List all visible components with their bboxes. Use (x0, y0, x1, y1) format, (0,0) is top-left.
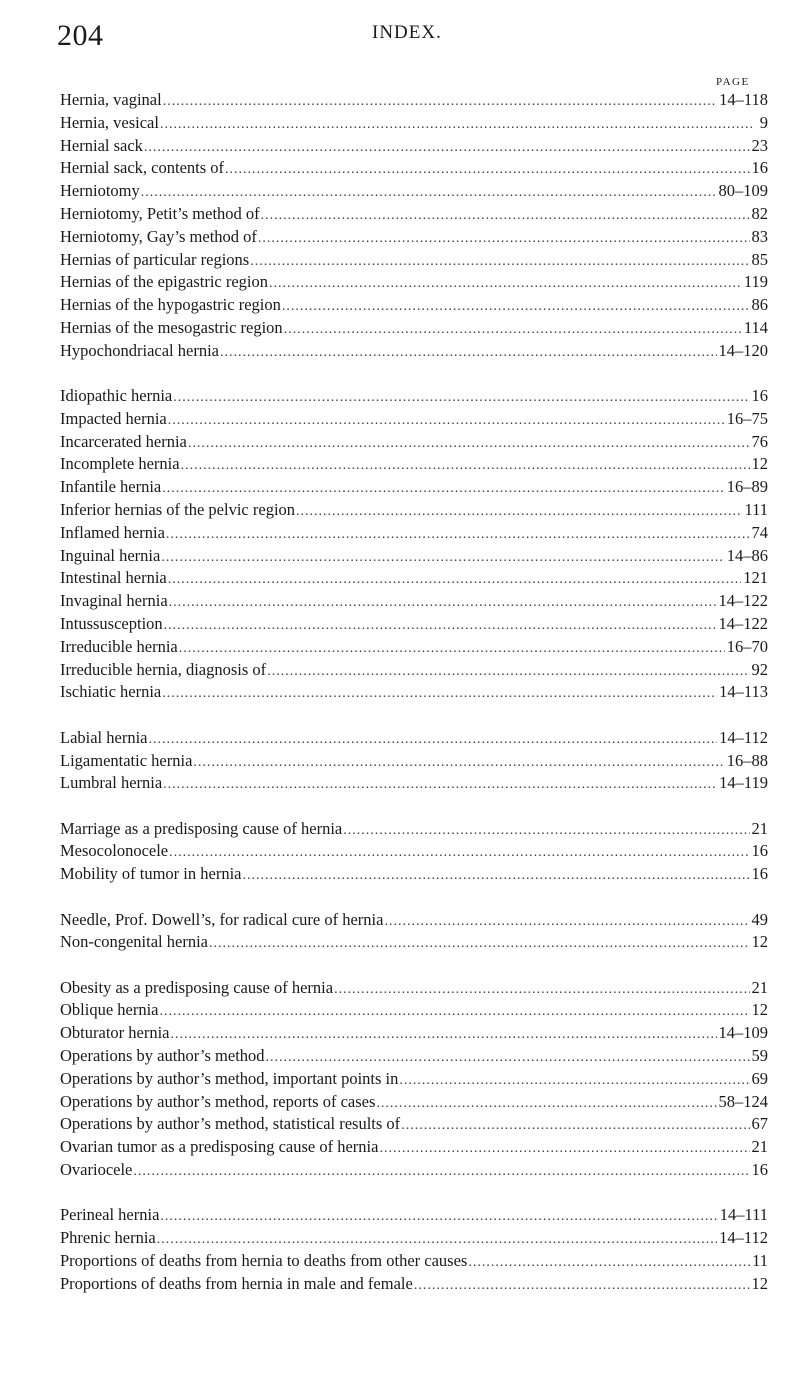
index-entry (60, 454, 768, 477)
index-term: Ovariocele (60, 1159, 133, 1179)
dot-leader (164, 618, 717, 634)
index-page-ref: 16 (751, 864, 768, 884)
dot-leader (149, 732, 718, 748)
dot-leader (250, 254, 749, 270)
index-group (60, 1205, 768, 1296)
index-term: Phrenic hernia (60, 1228, 156, 1248)
index-term: Inflamed hernia (60, 522, 165, 542)
index-term: Operations by author’s method, reports of cases (60, 1091, 376, 1111)
index-group (60, 819, 768, 887)
dot-leader (376, 1096, 716, 1112)
index-entry (60, 90, 768, 113)
index-page-ref: 14–112 (719, 1228, 768, 1248)
index-entry (60, 591, 768, 614)
index-term: Incomplete hernia (60, 454, 180, 474)
index-page-ref: 11 (752, 1250, 768, 1270)
dot-leader (168, 572, 741, 588)
index-page-ref: 16 (751, 158, 768, 178)
index-term: Hernias of the epigastric region (60, 272, 269, 292)
index-term: Hernias of the hypogastric region (60, 295, 281, 315)
dot-leader (163, 94, 717, 110)
index-page-ref: 14–122 (718, 591, 768, 611)
dot-leader (258, 231, 750, 247)
index-term: Hernias of the mesogastric region (60, 317, 283, 337)
index-entry (60, 546, 768, 569)
index-page-ref: 85 (751, 249, 768, 269)
index-page-ref: 16–89 (726, 477, 768, 497)
index-page-ref: 14–118 (719, 90, 768, 109)
index-page-ref: 76 (751, 431, 768, 451)
index-entry (60, 113, 768, 136)
index-entry (60, 523, 768, 546)
dot-leader (261, 208, 750, 224)
index-term: Irreducible hernia (60, 636, 178, 656)
index-page-ref: 14–122 (718, 614, 768, 634)
dot-leader (266, 1050, 750, 1066)
index-entry (60, 978, 768, 1001)
index-group (60, 728, 768, 796)
index-entry (60, 204, 768, 227)
index-page-ref: 16 (751, 841, 768, 861)
index-page-ref: 14–120 (718, 340, 768, 360)
index-entry (60, 272, 768, 295)
dot-leader (144, 140, 750, 156)
dot-leader (163, 777, 717, 793)
index-page-ref: 14–113 (719, 682, 768, 702)
dot-leader (169, 595, 717, 611)
index-page-ref: 74 (751, 522, 768, 542)
index-term: Herniotomy, Petit’s method of (60, 203, 260, 223)
dot-leader (171, 1027, 717, 1043)
running-head: INDEX. (372, 22, 442, 43)
index-page-ref: 21 (751, 818, 768, 838)
dot-leader (296, 504, 742, 520)
index-term: Hernial sack, contents of (60, 158, 225, 178)
index-page-ref: 16 (751, 386, 768, 406)
dot-leader (166, 527, 750, 543)
index-page-ref: 16–88 (726, 750, 768, 770)
dot-leader (225, 162, 749, 178)
index-page-ref: 21 (751, 1137, 768, 1157)
index-entry (60, 409, 768, 432)
dot-leader (173, 390, 749, 406)
index-page-ref: 14–111 (719, 1205, 768, 1225)
dot-leader (220, 345, 717, 361)
index-term: Infantile hernia (60, 477, 162, 497)
index-term: Irreducible hernia, diagnosis of (60, 659, 267, 679)
index-term: Inguinal hernia (60, 545, 161, 565)
index-term: Needle, Prof. Dowell’s, for radical cure of hernia (60, 909, 384, 929)
index-term: Idiopathic hernia (60, 386, 173, 406)
index-page-ref: 82 (751, 203, 768, 223)
index-term: Marriage as a predisposing cause of hernia (60, 818, 343, 838)
index-term: Labial hernia (60, 727, 148, 747)
index-page-ref: 58–124 (718, 1091, 768, 1111)
dot-leader (242, 868, 749, 884)
index-entry (60, 1046, 768, 1069)
index-term: Lumbral hernia (60, 773, 163, 793)
dot-leader (414, 1278, 750, 1294)
index-entry (60, 181, 768, 204)
index-entry (60, 1228, 768, 1251)
index-term: Obturator hernia (60, 1023, 170, 1043)
index-page-ref: 12 (751, 932, 768, 952)
index-page-ref: 12 (751, 1000, 768, 1020)
index-list (60, 90, 768, 1319)
dot-leader (160, 117, 752, 133)
index-entry (60, 1000, 768, 1023)
index-entry (60, 932, 768, 955)
dot-leader (160, 1209, 717, 1225)
index-term: Invaginal hernia (60, 591, 168, 611)
dot-leader (384, 914, 749, 930)
dot-leader (160, 1004, 750, 1020)
index-entry (60, 1274, 768, 1297)
index-entry (60, 751, 768, 774)
index-term: Hypochondriacal hernia (60, 340, 219, 360)
index-term: Mobility of tumor in hernia (60, 864, 242, 884)
index-entry (60, 819, 768, 842)
index-page-ref: 119 (743, 272, 768, 292)
index-term: Intestinal hernia (60, 568, 167, 588)
index-page-ref: 111 (744, 500, 768, 520)
dot-leader (161, 550, 724, 566)
index-term: Non-congenital hernia (60, 932, 208, 952)
dot-leader (209, 936, 750, 952)
index-page-ref: 16 (751, 1159, 768, 1179)
index-entry (60, 910, 768, 933)
dot-leader (334, 982, 749, 998)
index-term: Impacted hernia (60, 408, 167, 428)
index-group (60, 90, 768, 364)
index-page-ref: 59 (751, 1045, 768, 1065)
index-entry (60, 1114, 768, 1137)
index-term: Intussusception (60, 614, 163, 634)
index-term: Hernial sack (60, 135, 143, 155)
index-term: Ovarian tumor as a predisposing cause of hernia (60, 1137, 379, 1157)
index-group (60, 978, 768, 1183)
index-entry (60, 318, 768, 341)
index-entry (60, 568, 768, 591)
dot-leader (162, 686, 717, 702)
dot-leader (141, 185, 717, 201)
index-page-ref: 14–112 (719, 727, 768, 747)
index-entry (60, 136, 768, 159)
index-entry (60, 773, 768, 796)
index-entry (60, 500, 768, 523)
index-entry (60, 614, 768, 637)
index-term: Proportions of deaths from hernia in male and female (60, 1273, 413, 1293)
index-entry (60, 432, 768, 455)
index-page-ref: 14–109 (718, 1023, 768, 1043)
index-entry (60, 158, 768, 181)
dot-leader (168, 413, 725, 429)
index-group (60, 910, 768, 956)
index-page-ref: 23 (751, 135, 768, 155)
index-entry (60, 1160, 768, 1183)
index-entry (60, 864, 768, 887)
index-entry (60, 637, 768, 660)
index-page-ref: 49 (751, 909, 768, 929)
index-term: Oblique hernia (60, 1000, 159, 1020)
index-entry (60, 1069, 768, 1092)
index-entry (60, 1205, 768, 1228)
index-term: Herniotomy (60, 181, 140, 201)
index-page-ref: 83 (751, 226, 768, 246)
index-page-ref: 69 (751, 1068, 768, 1088)
index-page-ref: 12 (751, 1273, 768, 1293)
index-entry (60, 250, 768, 273)
dot-leader (284, 322, 742, 338)
dot-leader (269, 276, 742, 292)
index-term: Hernia, vaginal (60, 90, 162, 109)
index-page-ref: 12 (751, 454, 768, 474)
dot-leader (282, 299, 750, 315)
index-page-ref: 16–70 (726, 636, 768, 656)
index-page-ref: 92 (751, 659, 768, 679)
index-entry (60, 1092, 768, 1115)
index-group (60, 386, 768, 705)
index-term: Mesocolonocele (60, 841, 169, 861)
dot-leader (193, 755, 724, 771)
index-entry (60, 1023, 768, 1046)
index-page-ref: 86 (751, 295, 768, 315)
dot-leader (169, 845, 749, 861)
dot-leader (401, 1118, 749, 1134)
index-entry (60, 682, 768, 705)
index-page-ref: 114 (743, 317, 768, 337)
index-page-ref: 21 (751, 977, 768, 997)
index-page-ref: 80–109 (718, 181, 768, 201)
index-term: Inferior hernias of the pelvic region (60, 500, 296, 520)
index-term: Operations by author’s method (60, 1045, 265, 1065)
dot-leader (162, 481, 725, 497)
dot-leader (468, 1255, 750, 1271)
index-term: Ligamentatic hernia (60, 750, 193, 770)
dot-leader (188, 436, 750, 452)
index-term: Operations by author’s method, important points in (60, 1068, 399, 1088)
index-entry (60, 341, 768, 364)
index-entry (60, 660, 768, 683)
index-entry (60, 477, 768, 500)
dot-leader (267, 664, 749, 680)
dot-leader (179, 641, 725, 657)
index-entry (60, 728, 768, 751)
dot-leader (157, 1232, 717, 1248)
page-number: 204 (57, 19, 104, 52)
index-term: Herniotomy, Gay’s method of (60, 226, 257, 246)
index-term: Obesity as a predisposing cause of hernia (60, 977, 334, 997)
index-entry (60, 386, 768, 409)
index-entry (60, 1137, 768, 1160)
index-entry (60, 1251, 768, 1274)
index-term: Hernia, vesical (60, 112, 159, 132)
index-entry (60, 227, 768, 250)
index-page-ref: 121 (743, 568, 768, 588)
index-page-ref: 67 (751, 1114, 768, 1134)
dot-leader (379, 1141, 749, 1157)
index-term: Hernias of particular regions (60, 249, 250, 269)
index-page-ref: 16–75 (726, 408, 768, 428)
index-term: Ischiatic hernia (60, 682, 162, 702)
dot-leader (133, 1164, 749, 1180)
index-term: Perineal hernia (60, 1205, 160, 1225)
index-entry (60, 295, 768, 318)
index-term: Incarcerated hernia (60, 431, 187, 451)
dot-leader (399, 1073, 749, 1089)
index-term: Operations by author’s method, statistical results of (60, 1114, 401, 1134)
dot-leader (181, 458, 750, 474)
page-column-heading: PAGE (716, 76, 750, 88)
dot-leader (343, 823, 749, 839)
index-page-ref: 14–119 (719, 773, 768, 793)
index-page-ref: 14–86 (726, 545, 768, 565)
index-page-ref: 9 (759, 112, 768, 132)
index-term: Proportions of deaths from hernia to deaths from other causes (60, 1250, 468, 1270)
index-entry (60, 841, 768, 864)
